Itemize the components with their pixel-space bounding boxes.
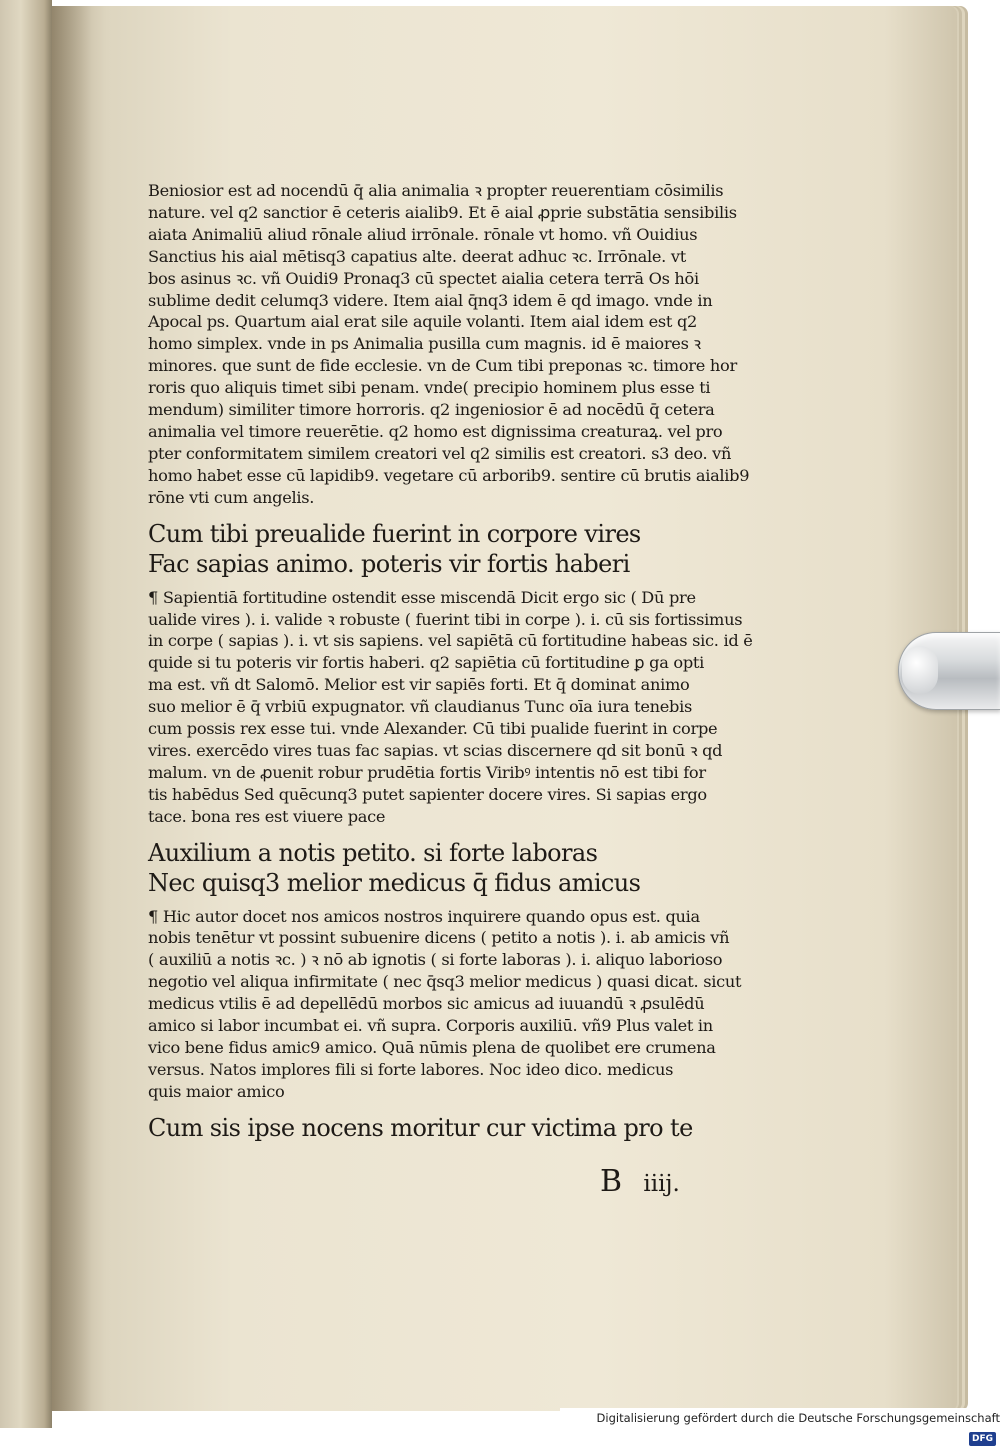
- text-line: ¶ Sapientiā fortitudine ostendit esse miscendā Dicit ergo sic ( Dū pre: [148, 587, 696, 607]
- text-line: ualide vires ). i. valide ꝛ robuste ( fuerint tibi in corpe ). i. cū sis fortissimus: [148, 609, 743, 629]
- facing-page-edge: [0, 0, 52, 1428]
- text-line: Beniosior est ad nocendū q̄ alia animalia ꝛ propter reuerentiam cōsimilis: [148, 181, 724, 200]
- text-line: versus. Natos implores fili si forte labores. Noc ideo dico. medicus: [148, 1059, 674, 1079]
- text-line: negotio vel aliqua infirmitate ( nec q̄sq3 melior medicus ) quasi dicat. sicut: [148, 972, 742, 992]
- text-line: ¶ Hic autor docet nos amicos nostros inquirere quando opus est. quia: [148, 906, 700, 926]
- text-line: tis habēdus Sed quēcunq3 putet sapienter docere vires. Si sapias ergo: [148, 784, 707, 804]
- text-line: mendum) similiter timore horroris. q2 ingeniosior ē ad nocēdū q̄ cetera: [148, 400, 715, 420]
- signature-number: iiij.: [643, 1171, 680, 1197]
- text-line: suo melior ē q̄ vrbiū expugnator. vñ claudianus Tunc oīa iura tenebis: [148, 697, 692, 717]
- text-line: in corpe ( sapias ). i. vt sis sapiens. vel sapiētā cū fortitudine habeas sic. id ē: [148, 631, 753, 651]
- commentary-paragraph-3: [148, 906, 748, 1103]
- text-line: homo simplex. vnde in ps Animalia pusilla cum magnis. id ē maiores ꝛ: [148, 334, 701, 354]
- commentary-paragraph-1: [148, 180, 748, 509]
- text-line: aiata Animaliū aliud rōnale aliud irrōnale. rōnale vt homo. vñ Ouidius: [148, 224, 698, 244]
- credit-text: Digitalisierung gefördert durch die Deutsche Forschungsgemeinschaft: [596, 1411, 1000, 1425]
- text-line: Apocal ps. Quartum aial erat sile aquile volanti. Item aial idem est q2: [148, 312, 698, 332]
- text-line: nature. vel q2 sanctior ē ceteris aialib9. Et ē aial ꝓprie substātia sensibilis: [148, 202, 737, 222]
- text-line: vico bene fidus amic9 amico. Quā nūmis plena de quolibet ere crumena: [148, 1038, 716, 1057]
- text-line: homo habet esse cū lapidib9. vegetare cū arborib9. sentire cū brutis aialib9: [148, 465, 750, 485]
- text-line: roris quo aliquis timet sibi penam. vnde( precipio hominem plus esse ti: [148, 378, 711, 398]
- text-line: ( auxiliū a notis ꝛc. ) ꝛ nō ab ignotis ( si forte laboras ). i. aliquo laborioso: [148, 950, 723, 970]
- text-line: quide si tu poteris vir fortis haberi. q2 sapiētia cū fortitudine ꝑ ga opti: [148, 653, 705, 673]
- digitization-credit: [560, 1408, 1000, 1444]
- verse-couplet-2: [148, 838, 748, 898]
- text-line: pter conformitatem similem creatori vel q2 similis est creatori. s3 deo. vñ: [148, 443, 732, 463]
- text-line: tace. bona res est viuere pace: [148, 806, 386, 826]
- text-line: vires. exercēdo vires tuas fac sapias. vt scias discernere qd sit bonū ꝛ qd: [148, 740, 723, 760]
- signature-letter: B: [600, 1164, 623, 1199]
- verse-couplet-1: [148, 519, 748, 579]
- text-line: amico si labor incumbat ei. vñ supra. Corporis auxiliū. vñ9 Plus valet in: [148, 1016, 713, 1036]
- gutter-shadow: [52, 6, 92, 1411]
- verse-line-final: Cum sis ipse nocens moritur cur victima pro te: [148, 1113, 693, 1142]
- text-line: nobis tenētur vt possint subuenire dicens ( petito a notis ). i. ab amicis vñ: [148, 928, 730, 948]
- dfg-logo-icon: DFG: [969, 1432, 996, 1446]
- bookmark-highlight: [902, 646, 938, 694]
- text-line: rōne vti cum angelis.: [148, 487, 315, 507]
- text-line: ma est. vñ dt Salomō. Melior est vir sapiēs forti. Et q̄ dominat animo: [148, 675, 690, 695]
- verse-line: Fac sapias animo. poteris vir fortis haberi: [148, 549, 630, 578]
- text-line: cum possis rex esse tui. vnde Alexander. Cū tibi pualide fuerint in corpe: [148, 719, 718, 739]
- text-line: medicus vtilis ē ad depellēdū morbos sic amicus ad iuuandū ꝛ ꝓsulēdū: [148, 994, 705, 1014]
- signature-mark: [600, 1164, 760, 1199]
- verse-line: Nec quisq3 melior medicus q̄ fidus amicus: [148, 868, 641, 897]
- text-line: bos asinus ꝛc. vñ Ouidi9 Pronaq3 cū spectet aialia cetera terrā Os hōi: [148, 268, 699, 288]
- text-line: animalia vel timore reuerētie. q2 homo est dignissima creaturaꝝ. vel pro: [148, 421, 723, 441]
- text-line: malum. vn de ꝓuenit robur prudētia fortis Viribꝰ intentis nō est tibi for: [148, 762, 706, 782]
- page-text: [148, 180, 753, 1143]
- commentary-paragraph-2: [148, 587, 753, 828]
- text-line: Sanctius his aial mētisq3 capatius alte. deerat adhuc ꝛc. Irrōnale. vt: [148, 246, 686, 266]
- verse-line: Auxilium a notis petito. si forte laboras: [148, 838, 598, 867]
- text-line: minores. que sunt de fide ecclesie. vn de Cum tibi preponas ꝛc. timore hor: [148, 356, 737, 376]
- text-line: quis maior amico: [148, 1081, 285, 1101]
- verse-line: Cum tibi preualide fuerint in corpore vires: [148, 519, 641, 548]
- text-line: sublime dedit celumq3 videre. Item aial q̄nq3 idem ē qd imago. vnde in: [148, 290, 713, 310]
